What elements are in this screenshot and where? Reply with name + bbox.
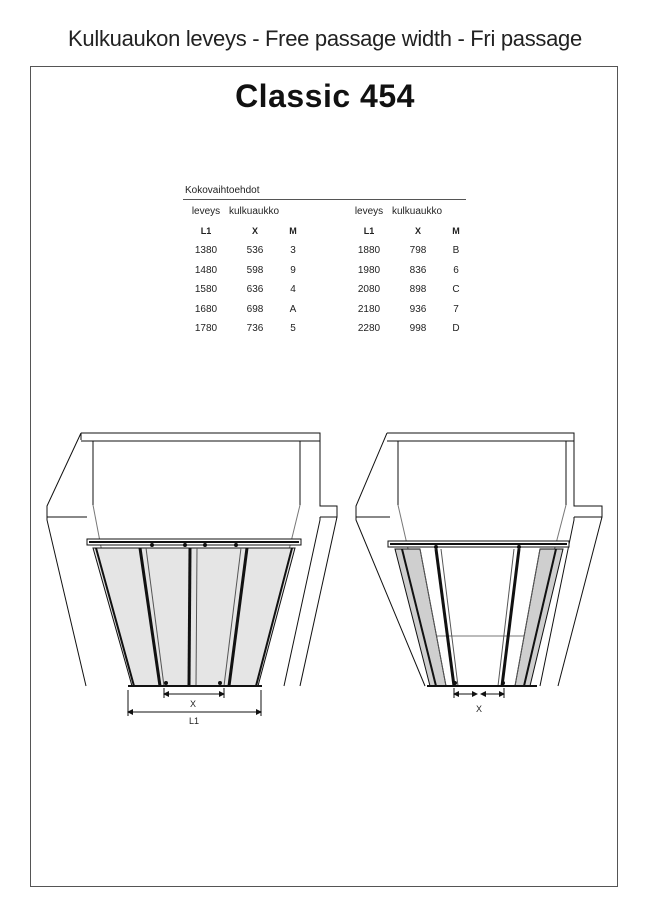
closed-door-drawing [47,433,337,716]
page-heading: Kulkuaukon leveys - Free passage width - Fri passage [68,26,582,51]
table-cell: 1980 [357,264,381,276]
table-cell: 1580 [194,284,218,295]
table-cell: 1480 [194,264,218,276]
table-code-left-2: M [289,226,297,236]
table-code-left-1: X [251,226,258,236]
table-header-right-1: kulkuaukko [391,206,443,217]
table-cell: 6 [453,264,459,276]
table-cell: 3 [290,245,296,256]
table-cell: 998 [409,323,427,334]
table-code-left-0: L1 [200,226,212,236]
table-cell: 1680 [194,303,218,315]
closed-l1-label: L1 [188,716,200,726]
table-cell: 898 [409,284,427,295]
table-cell: 598 [246,264,264,276]
product-title: Classic 454 [235,78,415,114]
closed-x-label: X [189,699,197,709]
table-cell: 536 [246,245,264,256]
table-cell: 2180 [357,303,381,315]
table-cell: 936 [409,303,427,315]
open-x-label: X [475,704,483,714]
table-header-right-0: leveys [354,206,384,217]
table-cell: C [452,284,460,295]
table-cell: 7 [453,303,459,315]
table-header-left-1: kulkuaukko [228,206,280,217]
table-cell: 5 [290,323,296,334]
table-cell: 798 [409,245,427,256]
table-code-right-1: X [414,226,421,236]
table-cell: 2080 [357,284,381,295]
table-cell: 836 [409,264,427,276]
table-cell: 736 [246,323,264,334]
table-cell: D [452,323,460,334]
table-cell: B [452,245,460,256]
table-cell: 9 [290,264,296,276]
table-cell: 4 [290,284,296,295]
open-door-drawing [356,433,602,698]
table-cell: 698 [246,303,264,315]
table-cell: 2280 [357,323,381,334]
table-cell: A [289,303,297,315]
table-code-right-0: L1 [363,226,375,236]
table-cell: 1380 [194,245,218,256]
table-cell: 1780 [194,323,218,334]
table-code-right-2: M [452,226,460,236]
table-cell: 1880 [357,245,381,256]
table-header-left-0: leveys [191,206,221,217]
table-cell: 636 [246,284,264,295]
table-caption: Kokovaihtoehdot [185,185,260,196]
